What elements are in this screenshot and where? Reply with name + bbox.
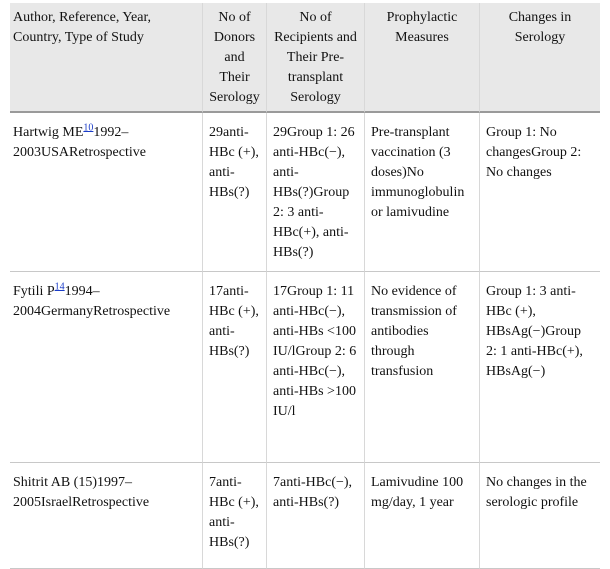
cell-donors: 29anti-HBc (+), anti-HBs(?)	[202, 113, 266, 272]
cell-recipients: 7anti-HBc(−), anti-HBs(?)	[266, 463, 364, 569]
reference-link[interactable]: 10	[83, 122, 94, 134]
table-row	[10, 272, 600, 463]
table-row	[10, 113, 600, 272]
header-row	[10, 3, 600, 113]
header-changes: Changes in Serology	[479, 3, 600, 113]
serology-table	[10, 3, 600, 569]
cell-prophylaxis: Pre-transplant vaccination (3 doses)No immunoglobulin or lamivudine	[364, 113, 479, 272]
cell-donors: 7anti-HBc (+), anti-HBs(?)	[202, 463, 266, 569]
cell-author: Hartwig ME$^{10}$1992–2003USARetrospective	[10, 113, 202, 272]
header-donors: No of Donors and Their Serology	[202, 3, 266, 113]
reference-link[interactable]: 14	[54, 281, 65, 293]
cell-changes: Group 1: 3 anti-HBc (+), HBsAg(−)Group 2: 1 anti-HBc(+), HBsAg(−)	[479, 272, 600, 463]
header-author: Author, Reference, Year, Country, Type of Study	[10, 3, 202, 113]
cell-author: Fytili $P^{14}1994-2004GermanyRetrospective$	[10, 272, 202, 463]
header-prophylaxis: Prophylactic Measures	[364, 3, 479, 113]
cell-recipients: 17Group 1: 11 anti-HBc(−), anti-HBs <100 IU/lGroup 2: 6 anti-HBc(−), anti-HBs >100 IU/l	[266, 272, 364, 463]
header-recipients: No of Recipients and Their Pre-transplant Serology	[266, 3, 364, 113]
cell-prophylaxis: No evidence of transmission of antibodies through transfusion	[364, 272, 479, 463]
cell-changes: No changes in the serologic profile	[479, 463, 600, 569]
cell-changes: Group 1: No changesGroup 2: No changes	[479, 113, 600, 272]
cell-recipients: 29Group 1: 26 anti-HBc(−), anti-HBs(?)Group 2: 3 anti-HBc(+), anti-HBs(?)	[266, 113, 364, 272]
cell-donors: 17anti-HBc (+), anti-HBs(?)	[202, 272, 266, 463]
cell-author: Shitrit AB (15)1997–2005IsraelRetrospective	[10, 463, 202, 569]
cell-prophylaxis: Lamivudine 100 mg/day, 1 year	[364, 463, 479, 569]
table-row	[10, 463, 600, 569]
